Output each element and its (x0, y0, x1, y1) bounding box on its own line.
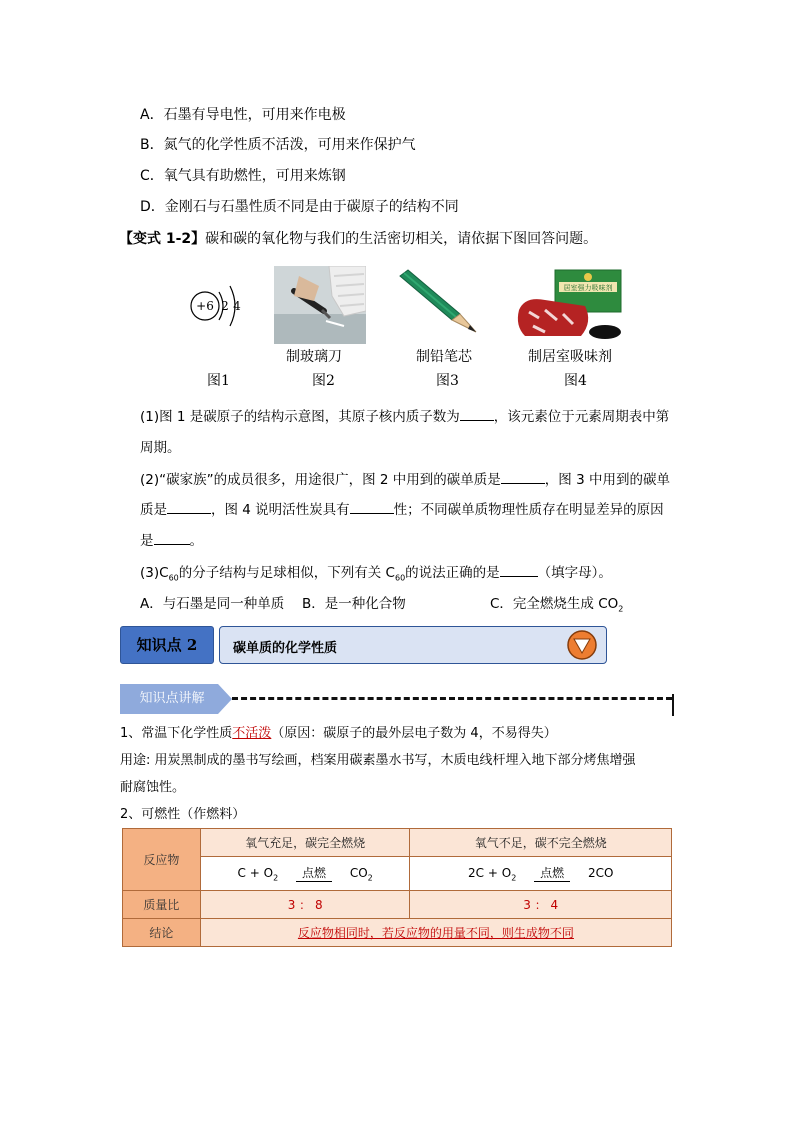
answer-blank[interactable] (167, 499, 211, 514)
equation-complete: $C + O_2$ 点燃 $CO_2$ (200, 857, 410, 891)
equation-incomplete: $2C + O_2$ 点燃 2CO (410, 857, 672, 891)
glass-cutter-photo (274, 266, 366, 344)
carbon-atom-diagram (185, 278, 245, 338)
deodorizer-box-text: 居室强力吸味剂 (563, 284, 613, 292)
question-2-line-1: (2)“碳家族”的成员很多，用途很广，图 2 中用到的碳单质是 ，图 3 中用到的碳单 (140, 468, 670, 488)
answer-blank[interactable] (500, 562, 538, 577)
point-1: 1、常温下化学性质不活泼（原因：碳原子的最外层电子数为 4，不易得失） (120, 726, 557, 741)
point-2: 2、可燃性（作燃料） (120, 807, 246, 822)
fig3-label: 图3 (436, 373, 459, 389)
row-header-reactant: 反应物 (123, 829, 201, 891)
point-1-usage-line-1: 用途: 用炭黑制成的墨书写绘画，档案用碳素墨水书写，木质电线杆埋入地下部分烤焦增强 (120, 753, 636, 768)
point-1-usage-line-2: 耐腐蚀性。 (120, 780, 186, 795)
fig4-label: 图4 (564, 373, 587, 389)
question-3: $(3)C_{60}$的分子结构与足球相似，下列有关 $C_{60}$的说法正确的是 （填字母）。 (140, 561, 612, 583)
knowledge-point-title: 碳单质的化学性质 (233, 641, 338, 656)
explain-tab-label: 知识点讲解 (139, 691, 205, 706)
complete-combustion-header: 氧气充足，碳完全燃烧 (200, 829, 410, 857)
question-2-line-2: 质是 ，图 4 说明活性炭具有 性；不同碳单质物理性质存在明显差异的原因 (140, 498, 664, 518)
mass-ratio-incomplete: 3 ： 4 (410, 891, 672, 919)
question-3-option-a: A．与石墨是同一种单质 (140, 596, 285, 612)
fig1-label: 图1 (207, 373, 230, 389)
combustion-table (122, 828, 672, 947)
fig3-caption: 制铅笔芯 (416, 349, 472, 365)
row-header-conclusion: 结论 (123, 919, 201, 947)
dashed-divider (232, 697, 672, 700)
pencil-image (398, 268, 478, 336)
fig4-caption: 制居室吸味剂 (528, 349, 612, 365)
shell-2-count: 4 (233, 299, 241, 313)
option-d: D．金刚石与石墨性质不同是由于碳原子的结构不同 (140, 199, 459, 215)
question-2-line-3: 是 。 (140, 529, 203, 549)
knowledge-point-badge: 知识点 2 (120, 626, 214, 664)
fig2-caption: 制玻璃刀 (286, 349, 342, 365)
conclusion-text: 反应物相同时，若反应物的用量不同，则生成物不同 (200, 919, 671, 947)
answer-blank[interactable] (154, 530, 190, 545)
underlined-keyword: 不活泼 (232, 726, 272, 741)
knowledge-point-title-bar (219, 626, 607, 664)
answer-blank[interactable] (460, 406, 494, 421)
row-header-mass-ratio: 质量比 (123, 891, 201, 919)
question-3-option-c: C．完全燃烧生成 $CO_2$ (490, 596, 624, 614)
option-b: B．氮气的化学性质不活泼，可用来作保护气 (140, 137, 416, 153)
shell-1-count: 2 (221, 299, 229, 313)
deodorizer-image (515, 266, 625, 342)
mass-ratio-complete: 3 ： 8 (200, 891, 410, 919)
variant-intro: 碳和碳的氧化物与我们的生活密切相关，请依据下图回答问题。 (205, 231, 598, 247)
variant-heading (119, 228, 597, 248)
nucleus-charge: +6 (196, 299, 214, 313)
question-1-line-1: (1)图 1 是碳原子的结构示意图，其原子核内质子数为 ，该元素位于元素周期表中第 (140, 405, 669, 425)
incomplete-combustion-header: 氧气不足，碳不完全燃烧 (410, 829, 672, 857)
variant-tag: 【变式 1-2】 (119, 231, 206, 247)
question-1-line-2: 周期。 (140, 440, 181, 456)
answer-blank[interactable] (501, 469, 545, 484)
option-a: A．石墨有导电性，可用来作电极 (140, 107, 346, 123)
option-c: C．氧气具有助燃性，可用来炼钢 (140, 168, 346, 184)
divider-end (672, 694, 674, 716)
answer-blank[interactable] (350, 499, 394, 514)
question-3-option-b: B．是一种化合物 (302, 596, 406, 612)
expand-triangle-icon[interactable] (566, 629, 598, 661)
fig2-label: 图2 (312, 373, 335, 389)
